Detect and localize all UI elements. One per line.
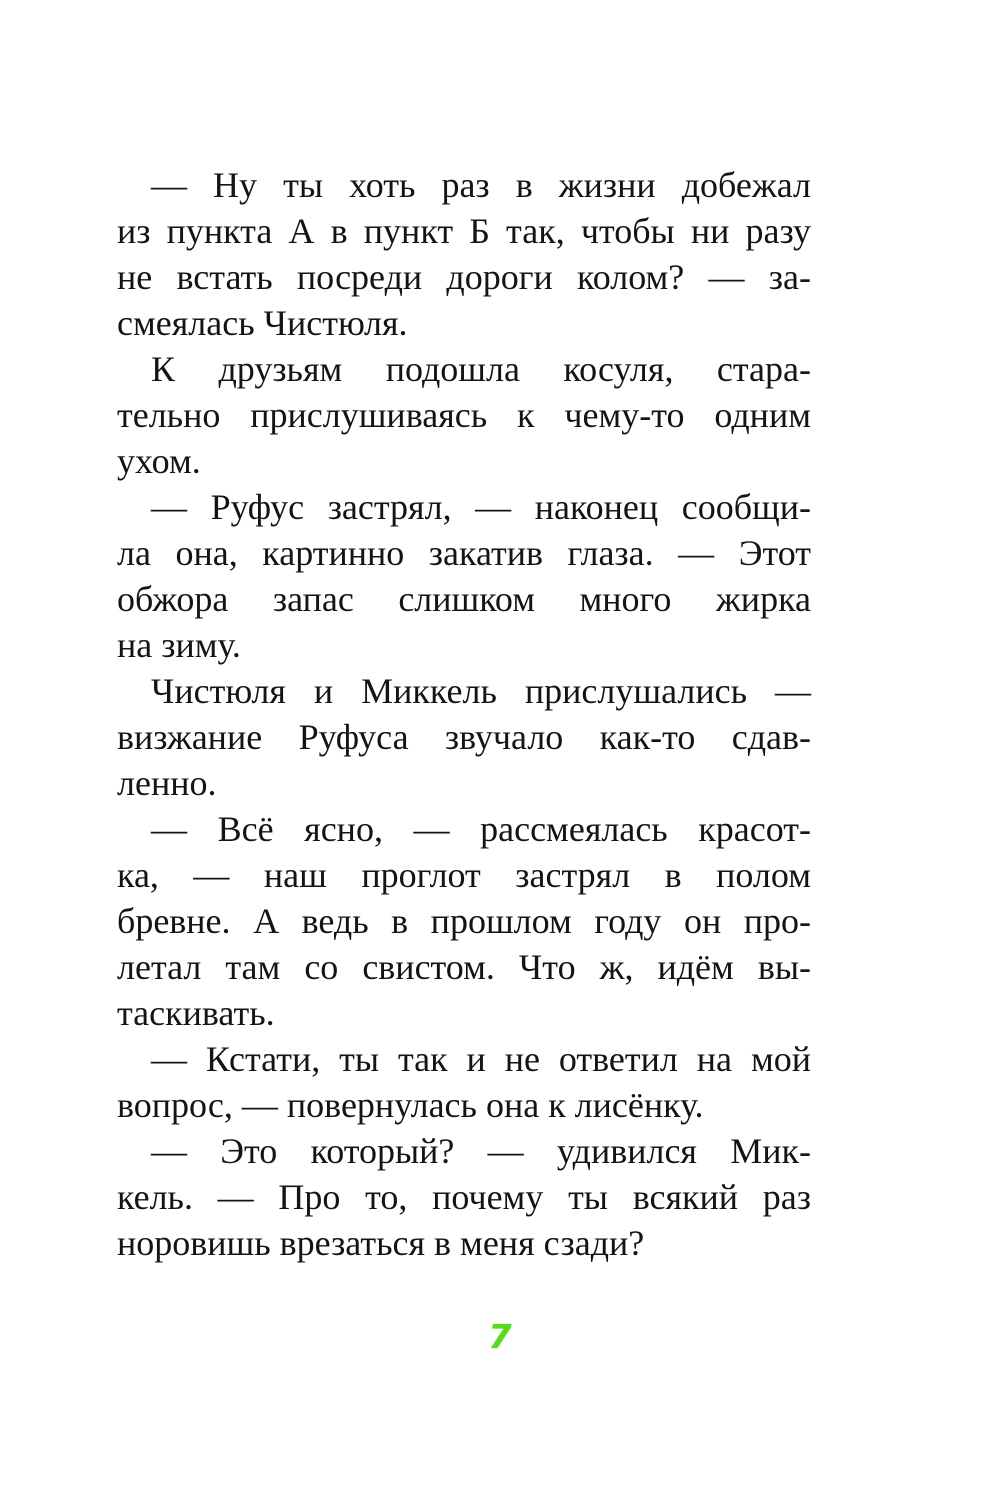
page-number: 7 bbox=[488, 1317, 512, 1356]
text-line: — Ну ты хоть раз в жизни добежал bbox=[151, 165, 811, 205]
paragraph bbox=[117, 1036, 811, 1128]
text-line: кель. — Про то, почему ты всякий раз bbox=[117, 1177, 811, 1217]
text-line: норовишь врезаться в меня сзади? bbox=[117, 1223, 645, 1263]
text-line: смеялась Чистюля. bbox=[117, 303, 408, 343]
text-line: тельно прислушиваясь к чему-то одним bbox=[117, 395, 811, 435]
text-line: Чистюля и Миккель прислушались — bbox=[151, 671, 811, 711]
story-text-block bbox=[117, 162, 811, 1266]
paragraph bbox=[117, 1128, 811, 1266]
text-line: на зиму. bbox=[117, 625, 241, 665]
text-line: летал там со свистом. Что ж, идём вы- bbox=[117, 947, 811, 987]
paragraph bbox=[117, 346, 811, 484]
text-line: из пункта А в пункт Б так, чтобы ни разу bbox=[117, 211, 811, 251]
paragraph bbox=[117, 162, 811, 346]
text-line: — Всё ясно, — рассмеялась красот- bbox=[151, 809, 811, 849]
paragraph bbox=[117, 806, 811, 1036]
text-line: обжора запас слишком много жирка bbox=[117, 579, 811, 619]
text-line: — Это который? — удивился Мик- bbox=[151, 1131, 811, 1171]
text-line: ленно. bbox=[117, 763, 217, 803]
text-line: — Кстати, ты так и не ответил на мой bbox=[151, 1039, 811, 1079]
text-line: ухом. bbox=[117, 441, 201, 481]
text-line: К друзьям подошла косуля, стара- bbox=[151, 349, 811, 389]
text-line: не встать посреди дороги колом? — за- bbox=[117, 257, 811, 297]
text-line: ла она, картинно закатив глаза. — Этот bbox=[117, 533, 811, 573]
paragraph bbox=[117, 484, 811, 668]
text-line: вопрос, — повернулась она к лисёнку. bbox=[117, 1085, 704, 1125]
text-line: — Руфус застрял, — наконец сообщи- bbox=[151, 487, 811, 527]
text-line: таскивать. bbox=[117, 993, 275, 1033]
paragraph bbox=[117, 668, 811, 806]
text-line: визжание Руфуса звучало как-то сдав- bbox=[117, 717, 811, 757]
text-line: ка, — наш проглот застрял в полом bbox=[117, 855, 811, 895]
text-line: бревне. А ведь в прошлом году он про- bbox=[117, 901, 811, 941]
